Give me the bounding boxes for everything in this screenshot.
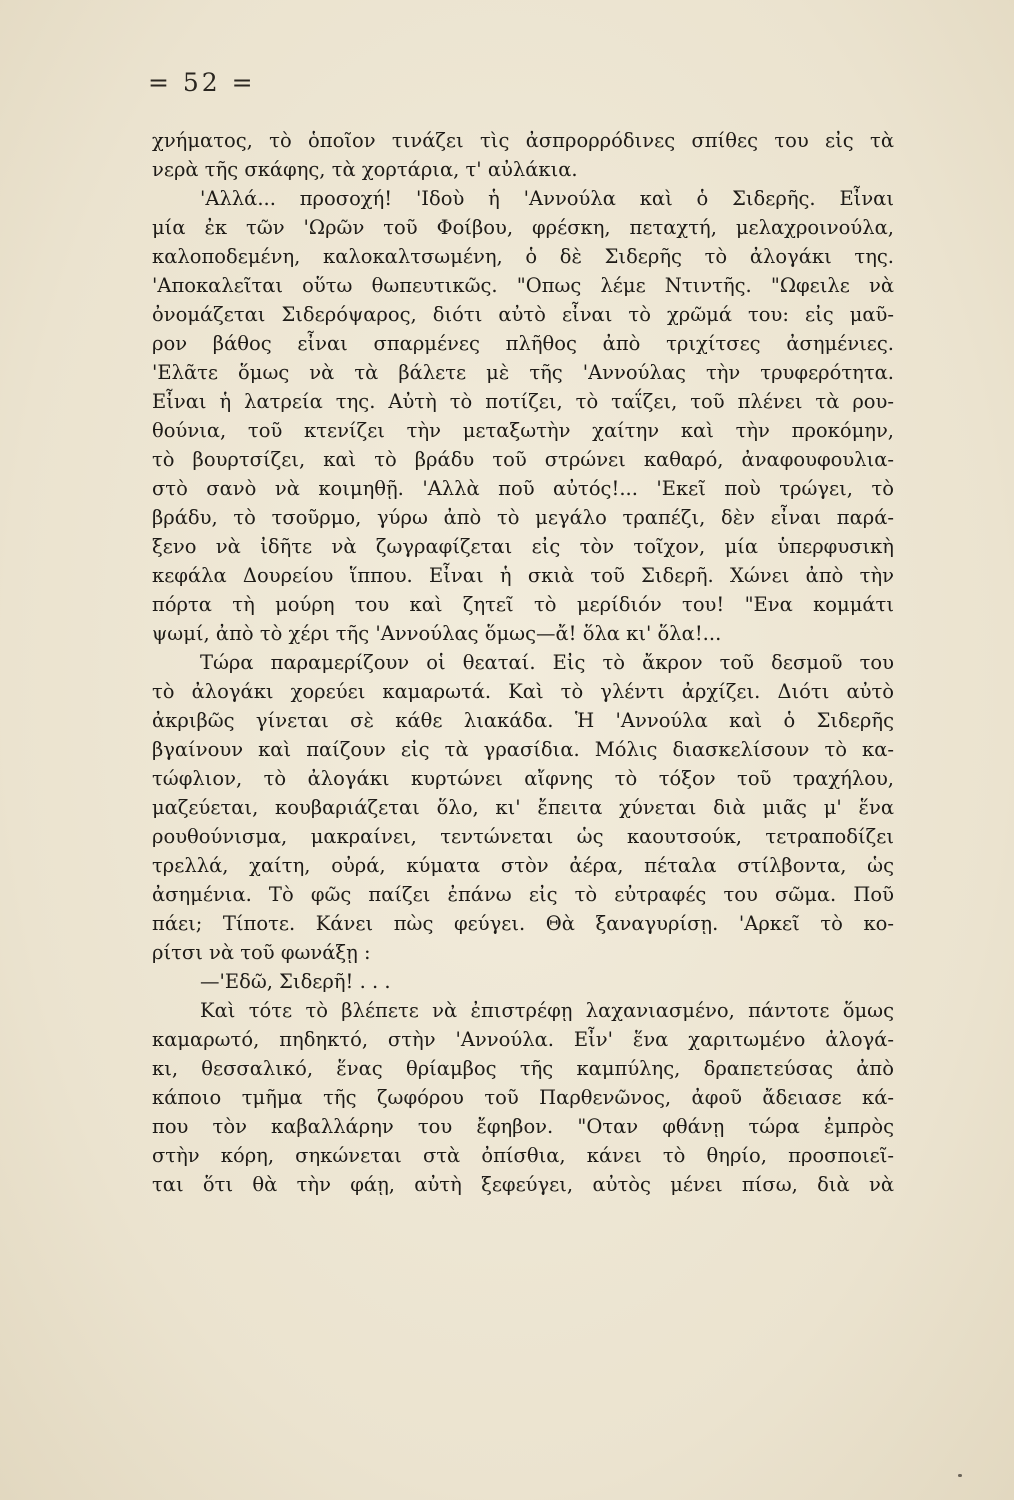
text-line: Εἶναι ἡ λατρεία της. Αὐτὴ τὸ ποτίζει, τὸ ταΐζει, τοῦ πλένει τὰ ρου- — [152, 390, 894, 413]
text-line: Τώρα παραμερίζουν οἱ θεαταί. Εἰς τὸ ἄκρον τοῦ δεσμοῦ του — [200, 651, 894, 674]
text-line: ξενο νὰ ἰδῆτε νὰ ζωγραφίζεται εἰς τὸν τοῖχον, μία ὑπερφυσικὴ — [152, 535, 894, 558]
text-line: πάει; Τίποτε. Κάνει πὼς φεύγει. Θὰ ξαναγυρίσῃ. 'Αρκεῖ τὸ κο- — [152, 912, 894, 935]
text-line: κάποιο τμῆμα τῆς ζωφόρου τοῦ Παρθενῶνος, ἀφοῦ ἄδειασε κά- — [152, 1086, 894, 1109]
text-line: στὴν κόρη, σηκώνεται στὰ ὀπίσθια, κάνει τὸ θηρίο, προσποιεῖ- — [152, 1144, 894, 1167]
text-line: Καὶ τότε τὸ βλέπετε νὰ ἐπιστρέφῃ λαχανιασμένο, πάντοτε ὅμως — [200, 999, 894, 1022]
text-line: κι, θεσσαλικό, ἕνας θρίαμβος τῆς καμπύλης, δραπετεύσας ἀπὸ — [152, 1057, 894, 1080]
text-line: πόρτα τὴ μούρη του καὶ ζητεῖ τὸ μερίδιόν του! "Ενα κομμάτι — [152, 593, 894, 616]
text-line: νερὰ τῆς σκάφης, τὰ χορτάρια, τ' αὐλάκια. — [152, 158, 578, 181]
text-line: μία ἐκ τῶν 'Ωρῶν τοῦ Φοίβου, φρέσκη, πεταχτή, μελαχροινούλα, — [152, 216, 894, 239]
text-line: ἀκριβῶς γίνεται σὲ κάθε λιακάδα. Ἡ 'Αννούλα καὶ ὁ Σιδερῆς — [152, 709, 894, 732]
text-line: στὸ σανὸ νὰ κοιμηθῇ. 'Αλλὰ ποῦ αὐτός!... 'Εκεῖ ποὺ τρώγει, τὸ — [152, 477, 894, 500]
dialog-line: —'Εδῶ, Σιδερῆ! . . . — [200, 970, 391, 993]
text-line: καλοποδεμένη, καλοκαλτσωμένη, ὁ δὲ Σιδερῆς τὸ ἀλογάκι της. — [152, 245, 894, 268]
text-line: βγαίνουν καὶ παίζουν εἰς τὰ γρασίδια. Μόλις διασκελίσουν τὸ κα- — [152, 738, 894, 761]
text-line: καμαρωτό, πηδηκτό, στὴν 'Αννούλα. Εἶν' ἕνα χαριτωμένο ἀλογά- — [152, 1028, 894, 1051]
text-line: ὀνομάζεται Σιδερόψαρος, διότι αὐτὸ εἶναι τὸ χρῶμά του: εἰς μαῦ- — [152, 303, 894, 326]
text-line: μαζεύεται, κουβαριάζεται ὅλο, κι' ἔπειτα χύνεται διὰ μιᾶς μ' ἕνα — [152, 796, 894, 819]
text-line: ρον βάθος εἶναι σπαρμένες πλῆθος ἀπὸ τριχίτσες ἀσημένιες. — [152, 332, 894, 355]
paragraph-1 — [152, 126, 894, 648]
text-line: θούνια, τοῦ κτενίζει τὴν μεταξωτὴν χαίτην καὶ τὴν προκόμην, — [152, 419, 894, 442]
text-line: 'Αποκαλεῖται οὕτω θωπευτικῶς. "Οπως λέμε Ντιντῆς. "Ωφειλε νὰ — [152, 274, 894, 297]
text-line: βράδυ, τὸ τσοῦρμο, γύρω ἀπὸ τὸ μεγάλο τραπέζι, δὲν εἶναι παρά- — [152, 506, 894, 529]
paragraph-3 — [152, 996, 894, 1199]
text-line: τὸ ἀλογάκι χορεύει καμαρωτά. Καὶ τὸ γλέντι ἀρχίζει. Διότι αὐτὸ — [152, 680, 894, 703]
text-line: που τὸν καβαλλάρην του ἔφηβον. "Οταν φθάνῃ τώρα ἐμπρὸς — [152, 1115, 894, 1138]
text-line: τὸ βουρτσίζει, καὶ τὸ βράδυ τοῦ στρώνει καθαρό, ἀναφουφουλια- — [152, 448, 894, 471]
text-line: ρίτσι νὰ τοῦ φωνάξῃ : — [152, 941, 371, 964]
text-line: ρουθούνισμα, μακραίνει, τεντώνεται ὡς καουτσούκ, τετραποδίζει — [152, 825, 894, 848]
text-line: ἀσημένια. Τὸ φῶς παίζει ἐπάνω εἰς τὸ εὐτραφές του σῶμα. Ποῦ — [152, 883, 894, 906]
text-line: τρελλά, χαίτη, οὐρά, κύματα στὸν ἀέρα, πέταλα στίλβοντα, ὡς — [152, 854, 894, 877]
text-line: τώφλιον, τὸ ἀλογάκι κυρτώνει αἴφνης τὸ τόξον τοῦ τραχήλου, — [152, 767, 894, 790]
text-line: 'Ελᾶτε ὅμως νὰ τὰ βάλετε μὲ τῆς 'Αννούλας τὴν τρυφερότητα. — [152, 361, 894, 384]
text-line: χνήματος, τὸ ὁποῖον τινάζει τὶς ἀσπρορρόδινες σπίθες του εἰς τὰ — [152, 129, 894, 152]
text-line: κεφάλα Δουρείου ἵππου. Εἶναι ἡ σκιὰ τοῦ Σιδερῆ. Χώνει ἀπὸ τὴν — [152, 564, 894, 587]
dialog-paragraph — [152, 967, 894, 996]
paragraph-2 — [152, 648, 894, 967]
text-line: 'Αλλά... προσοχή! 'Ιδοὺ ἡ 'Αννούλα καὶ ὁ Σιδερῆς. Εἶναι — [200, 187, 894, 210]
text-line: ψωμί, ἀπὸ τὸ χέρι τῆς 'Αννούλας ὅμως—ἄ! ὅλα κι' ὅλα!... — [152, 622, 722, 645]
body-text — [152, 126, 894, 1199]
paper-speck — [958, 1474, 962, 1477]
page-number: = 52 = — [148, 68, 256, 97]
text-line: ται ὅτι θὰ τὴν φάῃ, αὐτὴ ξεφεύγει, αὐτὸς μένει πίσω, διὰ νὰ — [152, 1173, 894, 1196]
